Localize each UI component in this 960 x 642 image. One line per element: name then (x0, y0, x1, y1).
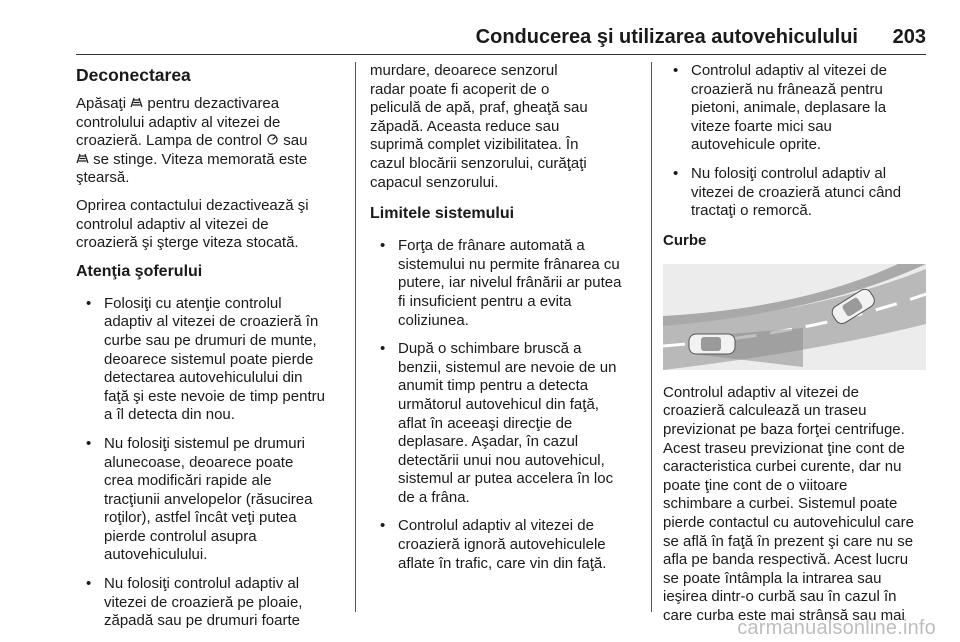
list-item: • Nu folosiţi sistemul pe drumuri alunecoase, deoarece poate crea modificări rapide ale tracţiunii anvelopelor (răsucirea roţilor), astfel încât veţi putea pierde controlul asupra autovehiculului. (76, 435, 346, 565)
paragraph-continuation: murdare, deoarece senzorul radar poate fi acoperit de o peliculă de apă, praf, gheaţă sau zăpadă. Aceasta reduce sau suprimă complet vizibilitatea. În cazul blocării senzorului, curăţaţi capacul senzorului. (370, 62, 588, 191)
list-item: • Nu folosiţi controlul adaptiv al vitezei de croazieră pe ploaie, zăpadă sau pe drumuri foarte (76, 575, 346, 631)
watermark: carmanualsonline.info (737, 617, 936, 639)
subheading-curves: Curbe (663, 231, 707, 249)
section-heading-deconectarea: Deconectarea (76, 65, 191, 85)
header-title: Conducerea şi utilizarea autovehiculului (475, 26, 858, 48)
paragraph-curves: Controlul adaptiv al vitezei de croazieră calculează un traseu previzionat pe baza forţei centrifuge. Acest traseu previzionat ţine cont de caracteristica curbei curente, dar nu poate ţine cont de o viitoare schimbare a curbei. Sistemul poate pierde contactul cu autovehiculul care se află în faţă în prezent şi care nu se afla pe banda respectivă. Acest lucru se poate întâmpla la intrarea sau ieşirea dintr-o curbă sau în cazul în care curba este mai strânsă sau mai (663, 383, 914, 624)
header-divider (76, 54, 926, 55)
page-number: 203 (892, 26, 926, 48)
list-item: • Controlul adaptiv al vitezei de croazieră nu frânează pentru pietoni, animale, deplasare la viteze foarte mici sau autovehicule oprite. (663, 62, 928, 155)
paragraph-ignition-off: Oprirea contactului dezactivează şi controlul adaptiv al vitezei de croazieră şi şterge viteza stocată. (76, 196, 309, 252)
list-item: • Nu folosiţi controlul adaptiv al vitezei de croazieră atunci când tractaţi o remorcă. (663, 165, 928, 221)
bullet-list (370, 237, 638, 573)
list-item: • Controlul adaptiv al vitezei de croazieră ignoră autovehiculele aflate în trafic, care vin din faţă. (370, 517, 638, 573)
subheading-system-limits: Limitele sistemului (370, 205, 515, 223)
column-right (663, 62, 928, 634)
curve-illustration (663, 264, 926, 370)
list-item: • Forţa de frânare automată a sistemului nu permite frânarea cu putere, iar nivelul frânării ar putea fi insuficient pentru a evita coliziunea. (370, 237, 638, 330)
column-left (76, 62, 346, 641)
page-header (0, 0, 960, 56)
bullet-list (663, 62, 928, 221)
column-middle (370, 62, 638, 583)
list-item: • După o schimbare bruscă a benzii, sistemul are nevoie de un anumit timp pentru a detecta următorul autovehicul din faţă, aflat în aceeaşi direcţie de deplasare. Aşadar, în cazul detectării unui nou autovehicul, sistemul ar putea accelera în loc de a frâna. (370, 340, 638, 507)
list-item: • Folosiţi cu atenţie controlul adaptiv al vitezei de croazieră în curbe sau pe drumuri de munte, deoarece sistemul poate pierde detectarea autovehiculului din faţă şi este nevoie de timp pentru a îl detecta din nou. (76, 295, 346, 425)
column-divider (355, 62, 356, 612)
car-rear (689, 334, 735, 354)
bullet-list (76, 295, 346, 631)
adaptive-cruise-off-icon (130, 95, 143, 114)
column-divider (651, 62, 652, 612)
paragraph-deactivation: Apăsaţi pentru dezactivarea controlului adaptiv al vitezei de croazieră. Lampa de control sau se stinge. Viteza memorată este ştearsă. (76, 95, 308, 187)
adaptive-cruise-lamp-icon (266, 132, 279, 151)
subheading-driver-attention: Atenţia şoferului (76, 262, 203, 280)
adaptive-cruise-off-icon (76, 151, 89, 170)
